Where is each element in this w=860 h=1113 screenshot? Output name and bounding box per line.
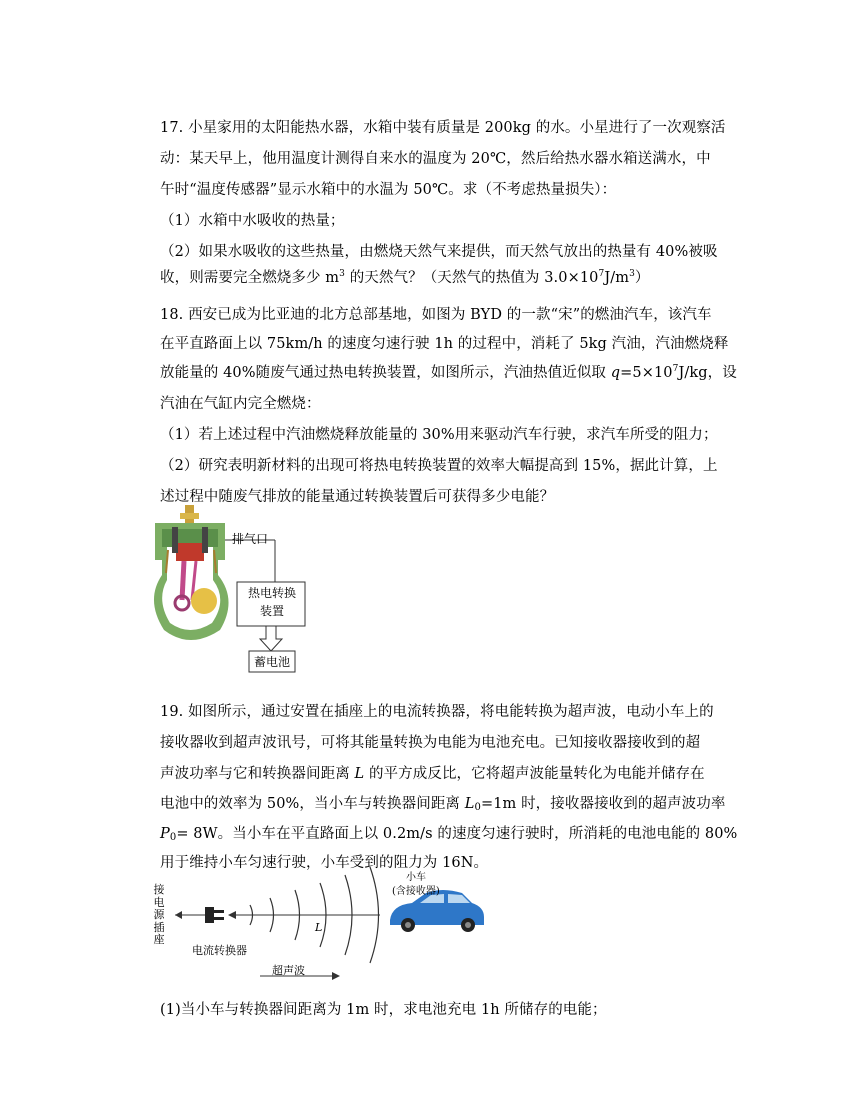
distance-l-label: L bbox=[315, 921, 323, 934]
q18-line-7: 述过程中随废气排放的能量通过转换装置后可获得多少电能？ bbox=[160, 489, 555, 505]
exhaust-port-label: 排气口 bbox=[232, 532, 269, 546]
q17-line-3: 午时“温度传感器”显示水箱中的水温为 50℃。求（不考虑热量损失）： bbox=[160, 182, 617, 198]
q17-line-1: 17. 小星家用的太阳能热水器，水箱中装有质量是 200kg 的水。小星进行了一次观察活 bbox=[160, 120, 726, 136]
current-converter-label: 电流转换器 bbox=[192, 944, 247, 957]
q17-line-6: 收，则需要完全燃烧多少 $m^3$ 的天然气？（天然气的热值为 $3.0\times 10^7J/m^3$） bbox=[160, 269, 650, 286]
q19-line-6: 用于维持小车匀速行驶，小车受到的阻力为 16N。 bbox=[160, 855, 489, 871]
q17-line-2: 动：某天早上，他用温度计测得自来水的温度为 20℃，然后给热水器水箱送满水，中 bbox=[160, 151, 711, 167]
battery-label: 蓄电池 bbox=[253, 655, 290, 669]
current-converter-plug bbox=[205, 907, 224, 923]
q18-line-2: 在平直路面上以 75km/h 的速度匀速行驶 1h 的过程中，消耗了 5kg 汽油，汽油燃烧释 bbox=[160, 336, 729, 352]
thermoelectric-converter-label: 热电转换 装置 bbox=[247, 586, 296, 618]
car-label: 小车 bbox=[406, 872, 426, 883]
ultrasonic-wave-label: 超声波 bbox=[272, 964, 305, 977]
q17-sub-2: （2）如果水吸收的这些热量，由燃烧天然气来提供，而天然气放出的热量有 40%被吸 bbox=[160, 244, 718, 260]
q18-sub-1: （1）若上述过程中汽油燃烧释放能量的 30%用来驱动汽车行驶，求汽车所受的阻力； bbox=[160, 427, 718, 443]
car-receiver-label: (含接收器) bbox=[392, 886, 440, 897]
q19-line-3: 声波功率与它和转换器间距离 L 的平方成反比，它将超声波能量转化为电能并储存在 bbox=[160, 766, 705, 782]
q19-line-4: 电池中的效率为 50%，当小车与转换器间距离 $L_0=1m$ 时，接收器接收到的超声波功率 bbox=[160, 796, 726, 813]
q17-sub-1: （1）水箱中水吸收的热量； bbox=[160, 213, 345, 229]
q19-line-5: $P_0= 8W$。当小车在平直路面上以 0.2m/s 的速度匀速行驶时，所消耗的电池电能的 80% bbox=[160, 826, 738, 843]
q18-line-1: 18. 西安已成为比亚迪的北方总部基地，如图为 BYD 的一款“宋”的燃油汽车，该汽车 bbox=[160, 307, 712, 323]
q19-line-1: 19. 如图所示，通过安置在插座上的电流转换器，将电能转换为超声波，电动小车上的 bbox=[160, 704, 714, 720]
power-socket-label: 接 电 源 插 座 bbox=[153, 883, 165, 946]
q19-line-2: 接收器收到超声波讯号，可将其能量转换为电能为电池充电。已知接收器接收到的超 bbox=[160, 735, 701, 751]
q18-line-3: 放能量的 40%随废气通过热电转换装置，如图所示，汽油热值近似取 $q=5\times 10^7J/kg$，设 bbox=[160, 364, 737, 381]
q19-sub-1: (1)当小车与转换器间距离为 1m 时，求电池充电 1h 所储存的电能； bbox=[160, 1002, 607, 1018]
q18-line-4: 汽油在气缸内完全燃烧： bbox=[160, 396, 321, 412]
q18-sub-2: （2）研究表明新材料的出现可将热电转换装置的效率大幅提高到 15%，据此计算，上 bbox=[160, 458, 718, 474]
engine-cylinder-illustration bbox=[154, 505, 229, 640]
